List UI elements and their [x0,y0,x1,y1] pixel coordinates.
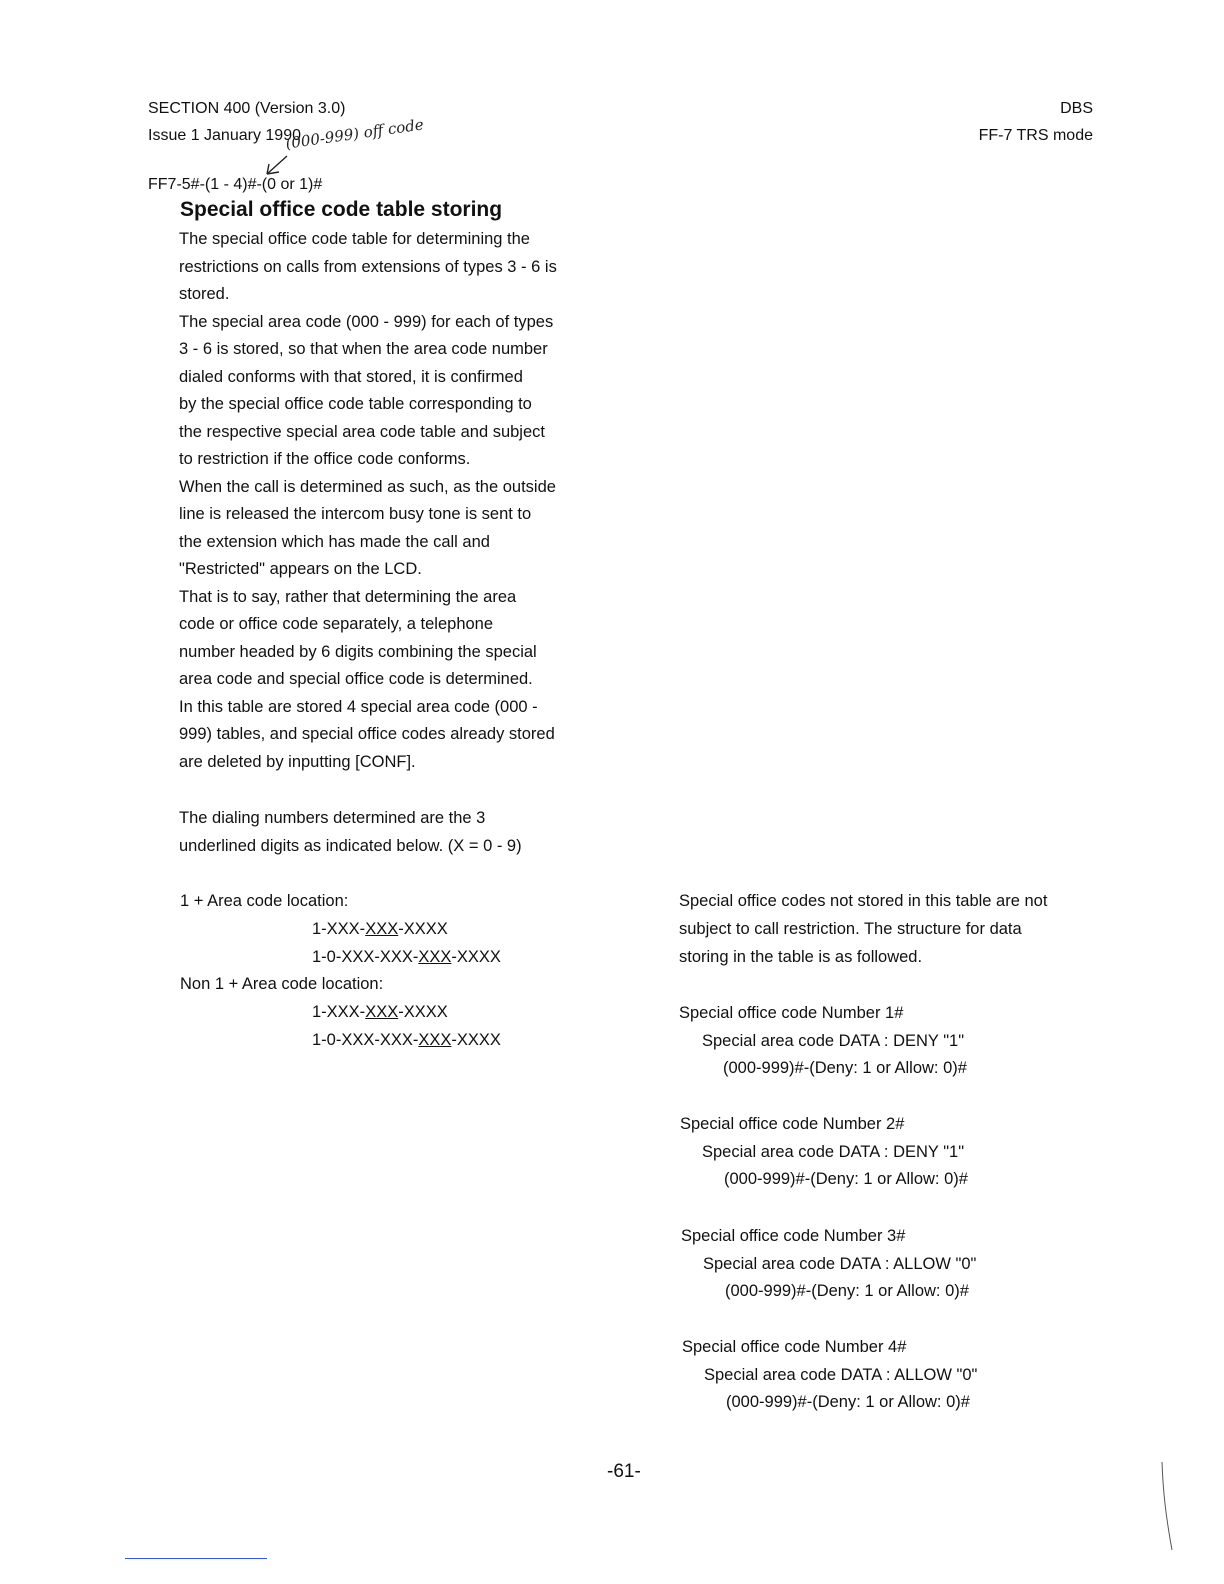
dialing-line-1: The dialing numbers determined are the 3 [179,809,486,827]
entry-number: Special office code Number 3# [681,1227,906,1245]
body-line: by the special office code table corresponding to [179,395,532,413]
section-header: SECTION 400 (Version 3.0) [148,100,346,117]
body-line: the extension which has made the call and [179,532,490,551]
body-line: line is released the intercom busy tone is sent to [179,505,532,523]
body-line: The special office code table for determining the [179,230,530,248]
entry-data: Special area code DATA : DENY "1" [702,1143,965,1161]
right-intro-2: subject to call restriction. The structure for data [679,920,1022,938]
body-line: number headed by 6 digits combining the special [179,642,537,661]
page-number: -61- [607,1461,641,1482]
body-line: In this table are stored 4 special area code (000 - [179,697,538,716]
command-sequence: FF7-5#-(1 - 4)#-(0 or 1)# [148,176,323,193]
code-underlined: XXX [418,948,452,966]
code-underlined: XXX [365,920,399,938]
code-prefix: 1-0-XXX-XXX- [312,948,419,966]
code-prefix: 1-0-XXX-XXX- [312,1031,419,1049]
dialing-line-2: underlined digits as indicated below. (X = 0 - 9) [179,837,522,855]
code-underlined: XXX [418,1031,452,1049]
issue-date: Issue 1 January 1990 [148,127,301,144]
body-line: code or office code separately, a telephone [179,615,494,633]
entry-data: Special area code DATA : ALLOW "0" [703,1255,977,1273]
body-line: The special area code (000 - 999) for each of types [179,312,554,331]
body-line: restrictions on calls from extensions of types 3 - 6 is [179,257,557,276]
right-intro-3: storing in the table is as followed. [679,948,923,966]
body-line: area code and special office code is determined. [179,670,533,688]
code-format-b [312,944,501,972]
description-body [179,226,619,776]
body-line: 999) tables, and special office codes already stored [179,725,555,743]
code-format-a [312,916,448,944]
code-underlined: XXX [365,1003,399,1021]
code-prefix: 1-XXX- [312,920,366,938]
entry-format: (000-999)#-(Deny: 1 or Allow: 0)# [723,1059,967,1077]
one-plus-label: 1 + Area code location: [180,892,349,910]
right-intro-1: Special office codes not stored in this table are not [679,892,1048,910]
entry-number: Special office code Number 2# [680,1115,905,1133]
page-title: Special office code table storing [180,198,503,221]
entry-format: (000-999)#-(Deny: 1 or Allow: 0)# [724,1170,968,1188]
code-suffix: -XXXX [451,948,501,966]
entry-number: Special office code Number 4# [682,1338,907,1356]
handwritten-annotation: (000-999) off code [284,115,425,153]
code-suffix: -XXXX [398,1003,448,1021]
code-format-a [312,999,448,1027]
entry-data: Special area code DATA : ALLOW "0" [704,1366,978,1384]
non-one-plus-label: Non 1 + Area code location: [180,975,384,993]
body-line: stored. [179,285,230,303]
body-line: are deleted by inputting [CONF]. [179,752,416,771]
body-line: to restriction if the office code conforms. [179,450,471,468]
code-suffix: -XXXX [451,1031,501,1049]
entry-data: Special area code DATA : DENY "1" [702,1032,965,1050]
body-line: That is to say, rather that determining the area [179,587,517,606]
entry-format: (000-999)#-(Deny: 1 or Allow: 0)# [725,1282,969,1300]
code-format-b [312,1027,501,1055]
body-line: "Restricted" appears on the LCD. [179,560,422,578]
code-prefix: 1-XXX- [312,1003,366,1021]
scan-line-artifact [125,1558,267,1559]
code-suffix: -XXXX [398,920,448,938]
entry-format: (000-999)#-(Deny: 1 or Allow: 0)# [726,1393,970,1411]
body-line: When the call is determined as such, as the outside [179,477,556,496]
entry-number: Special office code Number 1# [679,1004,904,1022]
body-line: dialed conforms with that stored, it is confirmed [179,367,523,386]
header-right-dbs: DBS [1060,100,1093,117]
body-line: the respective special area code table and subject [179,422,545,441]
body-line: 3 - 6 is stored, so that when the area code number [179,340,548,358]
header-right-mode: FF-7 TRS mode [978,127,1093,144]
scan-scratch-artifact [1160,1462,1174,1552]
